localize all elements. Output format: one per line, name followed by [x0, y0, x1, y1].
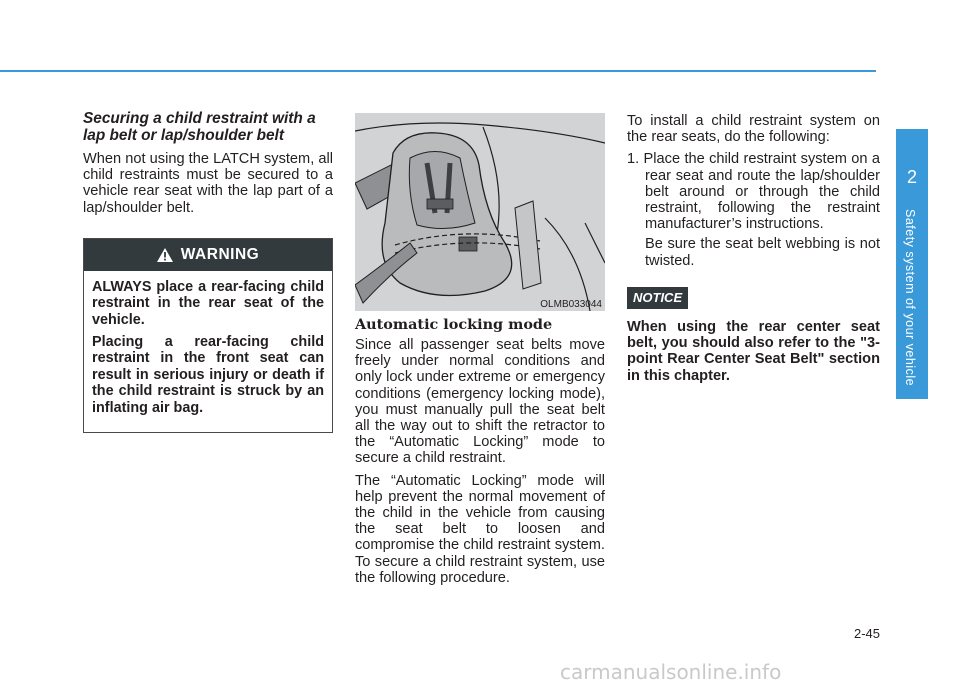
figure-code: OLMB033044: [540, 299, 602, 310]
warning-text-1: ALWAYS place a rear-facing child restraint in the rear seat of the vehicle.: [92, 278, 324, 328]
install-intro: To install a child restraint system on the rear seats, do the following:: [627, 113, 880, 146]
warning-header: [84, 239, 332, 271]
chapter-tab: [896, 129, 928, 399]
auto-lock-paragraph-1: Since all passenger seat belts move freely under normal conditions and only lock under extreme or emergency conditions (emergency locking mode), you must manually pull the seat belt all the way out to shift the retractor to the “Automatic Locking” mode to secure a child restraint.: [355, 337, 605, 467]
section-heading: Securing a child restraint with a lap belt or lap/shoulder belt: [83, 110, 316, 144]
header-rule: [0, 70, 876, 72]
chapter-number: 2: [906, 167, 917, 187]
warning-icon: [157, 248, 173, 262]
child-seat-drawing: [355, 113, 605, 311]
install-step-1-note: Be sure the seat belt webbing is not twisted.: [645, 236, 880, 269]
watermark: carmanualsonline.info: [560, 660, 782, 684]
chapter-label-wrap: [896, 209, 928, 399]
notice-badge: NOTICE: [627, 287, 688, 309]
warning-text-2: Placing a rear-facing child restraint in the front seat can result in serious injury or death if the child restraint is struck by an inflating air bag.: [92, 334, 324, 416]
child-seat-illustration: [355, 113, 605, 311]
column-middle-text: [355, 337, 605, 592]
notice-text: When using the rear center seat belt, you should also refer to the "3-point Rear Center Seat Belt" section in this chapter.: [627, 319, 880, 384]
column-left: [83, 110, 333, 433]
section-intro: When not using the LATCH system, all child restraints must be secured to a vehicle rear seat with the lap part of a lap/shoulder belt.: [83, 151, 333, 216]
chapter-label: Safety system of your vehicle: [903, 209, 917, 387]
warning-box: [83, 238, 333, 433]
subheading-automatic-locking: Automatic locking mode: [355, 316, 553, 333]
warning-body: [84, 271, 332, 432]
page-number: 2-45: [853, 626, 880, 641]
install-step-1: 1. Place the child restraint system on a rear seat and route the lap/shoulder belt around or through the child restraint, following the restraint manufacturer’s instructions.: [627, 151, 880, 233]
column-right: [627, 113, 880, 384]
warning-label: WARNING: [180, 245, 260, 263]
auto-lock-paragraph-2: The “Automatic Locking” mode will help prevent the normal movement of the child in the vehicle from causing the seat belt to loosen and compromise the child restraint system. To secure a child restraint system, use the following procedure.: [355, 472, 605, 586]
